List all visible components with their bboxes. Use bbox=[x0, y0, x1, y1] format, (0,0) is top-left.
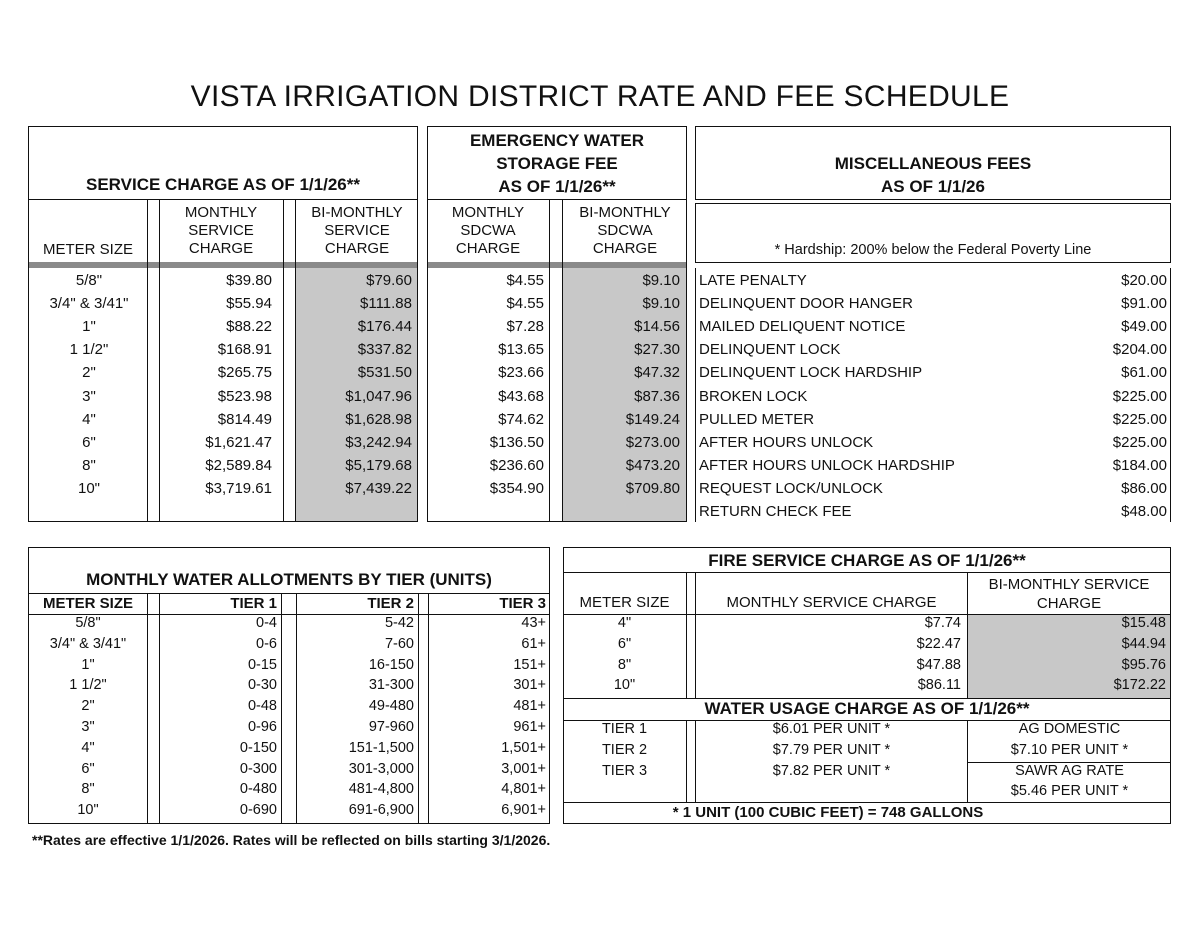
monthly-sdcwa-cell: $43.68 bbox=[498, 387, 544, 405]
tier3-cell: 481+ bbox=[513, 698, 546, 715]
tier2-cell: 16-150 bbox=[368, 656, 414, 673]
col-meter-size: METER SIZE bbox=[42, 241, 133, 258]
tier-cell: TIER 2 bbox=[601, 741, 648, 758]
table-row bbox=[28, 457, 688, 480]
allot-col-tier2: TIER 2 bbox=[367, 595, 414, 612]
fire-col-monthly: MONTHLY SERVICE CHARGE bbox=[726, 594, 937, 611]
fee-amount: $225.00 bbox=[1112, 387, 1167, 405]
bimonthly-sdcwa-cell: $9.10 bbox=[642, 295, 680, 313]
meter-size-cell: 4" bbox=[617, 615, 632, 631]
monthly-charge-cell: $86.11 bbox=[917, 677, 961, 694]
monthly-charge-cell: $1,621.47 bbox=[205, 433, 272, 451]
meter-size-cell: 2" bbox=[82, 364, 96, 382]
tier2-cell: 481-4,800 bbox=[348, 781, 414, 798]
usage-row bbox=[563, 742, 1171, 763]
tier3-cell: 4,801+ bbox=[501, 781, 546, 798]
allot-col-tier3: TIER 3 bbox=[499, 595, 546, 612]
allotment-row bbox=[28, 615, 550, 636]
fire-row bbox=[563, 615, 1171, 636]
fire-col-bimonthly: BI-MONTHLY SERVICE CHARGE bbox=[988, 576, 1150, 612]
usage-row bbox=[563, 721, 1171, 742]
fire-service-header: FIRE SERVICE CHARGE AS OF 1/1/26** bbox=[708, 551, 1026, 570]
hardship-note: * Hardship: 200% below the Federal Poverty Line bbox=[774, 242, 1092, 258]
bimonthly-charge-cell: $79.60 bbox=[366, 272, 412, 289]
fee-row bbox=[697, 503, 1169, 526]
tier1-cell: 0-30 bbox=[247, 677, 277, 694]
misc-fees-header: MISCELLANEOUS FEES AS OF 1/1/26 bbox=[834, 154, 1032, 196]
divider bbox=[563, 572, 1171, 573]
meter-size-cell: 1 1/2" bbox=[69, 341, 109, 359]
tier1-cell: 0-4 bbox=[256, 615, 277, 631]
bimonthly-charge-cell: $172.22 bbox=[1113, 677, 1166, 694]
tier1-cell: 0-480 bbox=[239, 781, 277, 798]
tier-cell: TIER 3 bbox=[601, 762, 648, 779]
ag-rate-cell: SAWR AG RATE bbox=[1015, 762, 1124, 779]
monthly-sdcwa-cell: $4.55 bbox=[506, 272, 544, 289]
monthly-charge-cell: $2,589.84 bbox=[205, 456, 272, 474]
misc-right-border bbox=[1170, 268, 1171, 522]
fee-label: RETURN CHECK FEE bbox=[699, 503, 852, 520]
bimonthly-charge-cell: $95.76 bbox=[1121, 656, 1166, 673]
fee-amount: $49.00 bbox=[1121, 318, 1167, 336]
bimonthly-charge-cell: $7,439.22 bbox=[345, 479, 412, 497]
monthly-charge-cell: $265.75 bbox=[217, 364, 272, 382]
fee-row bbox=[697, 457, 1169, 480]
ag-rate-cell: AG DOMESTIC bbox=[1018, 721, 1121, 737]
tier1-cell: 0-300 bbox=[239, 760, 277, 777]
fee-amount: $204.00 bbox=[1112, 341, 1167, 359]
monthly-charge-cell: $168.91 bbox=[217, 341, 272, 359]
water-usage-header: WATER USAGE CHARGE AS OF 1/1/26** bbox=[704, 699, 1030, 718]
tier1-cell: 0-150 bbox=[239, 739, 277, 756]
unit-note: * 1 UNIT (100 CUBIC FEET) = 748 GALLONS bbox=[672, 804, 984, 821]
tier3-cell: 151+ bbox=[513, 656, 546, 673]
tier1-cell: 0-48 bbox=[247, 698, 277, 715]
bimonthly-charge-cell: $15.48 bbox=[1121, 615, 1166, 631]
table-row bbox=[28, 272, 688, 295]
col-monthly-sdcwa: MONTHLY SDCWA CHARGE bbox=[451, 204, 525, 257]
table-row bbox=[28, 480, 688, 503]
monthly-charge-cell: $47.88 bbox=[916, 656, 961, 673]
divider bbox=[427, 199, 687, 200]
tier2-cell: 97-960 bbox=[368, 719, 414, 735]
fee-label: LATE PENALTY bbox=[699, 272, 807, 289]
tier1-cell: 0-96 bbox=[247, 719, 277, 735]
fee-amount: $225.00 bbox=[1112, 410, 1167, 428]
tier2-cell: 49-480 bbox=[368, 698, 414, 715]
allotment-row bbox=[28, 677, 550, 698]
table-row bbox=[28, 388, 688, 411]
meter-size-cell: 10" bbox=[77, 802, 99, 819]
meter-size-cell: 2" bbox=[81, 698, 95, 715]
monthly-sdcwa-cell: $136.50 bbox=[489, 433, 544, 451]
bimonthly-sdcwa-cell: $709.80 bbox=[625, 479, 680, 497]
meter-size-cell: 6" bbox=[617, 635, 632, 652]
usage-row bbox=[563, 763, 1171, 784]
fee-label: AFTER HOURS UNLOCK HARDSHIP bbox=[699, 456, 955, 474]
fee-row bbox=[697, 272, 1169, 295]
fee-label: REQUEST LOCK/UNLOCK bbox=[699, 479, 883, 497]
bimonthly-charge-cell: $111.88 bbox=[360, 295, 412, 313]
fee-row bbox=[697, 295, 1169, 318]
tier1-cell: 0-15 bbox=[247, 656, 277, 673]
bimonthly-sdcwa-cell: $9.10 bbox=[642, 272, 680, 289]
bimonthly-sdcwa-cell: $47.32 bbox=[634, 364, 680, 382]
col-bimonthly-sdcwa: BI-MONTHLY SDCWA CHARGE bbox=[579, 204, 671, 257]
ag-rate-cell: $7.10 PER UNIT * bbox=[1010, 741, 1129, 758]
fee-amount: $91.00 bbox=[1121, 295, 1167, 313]
tier3-cell: 961+ bbox=[513, 719, 546, 735]
fee-amount: $48.00 bbox=[1121, 503, 1167, 520]
monthly-sdcwa-cell: $354.90 bbox=[489, 479, 544, 497]
tier3-cell: 301+ bbox=[513, 677, 546, 694]
tier3-cell: 3,001+ bbox=[501, 760, 546, 777]
col-monthly-service: MONTHLY SERVICE CHARGE bbox=[184, 204, 258, 257]
usage-row bbox=[563, 783, 1171, 804]
meter-size-cell: 10" bbox=[77, 479, 100, 497]
bimonthly-charge-cell: $176.44 bbox=[357, 318, 412, 336]
tier3-cell: 1,501+ bbox=[501, 739, 546, 756]
meter-size-cell: 6" bbox=[82, 433, 96, 451]
fee-row bbox=[697, 318, 1169, 341]
meter-size-cell: 8" bbox=[617, 656, 632, 673]
tier3-cell: 61+ bbox=[521, 635, 546, 652]
bimonthly-charge-cell: $1,047.96 bbox=[345, 387, 412, 405]
fee-label: DELINQUENT DOOR HANGER bbox=[699, 295, 913, 313]
tier1-cell: 0-6 bbox=[256, 635, 277, 652]
monthly-charge-cell: $7.74 bbox=[924, 615, 961, 631]
fee-label: MAILED DELIQUENT NOTICE bbox=[699, 318, 906, 336]
fee-row bbox=[697, 341, 1169, 364]
tier2-cell: 301-3,000 bbox=[348, 760, 414, 777]
tier3-cell: 43+ bbox=[521, 615, 546, 631]
monthly-charge-cell: $3,719.61 bbox=[205, 479, 272, 497]
monthly-sdcwa-cell: $23.66 bbox=[498, 364, 544, 382]
fire-row bbox=[563, 636, 1171, 657]
fee-label: DELINQUENT LOCK bbox=[699, 341, 841, 359]
table-row bbox=[28, 411, 688, 434]
bimonthly-charge-cell: $1,628.98 bbox=[345, 410, 412, 428]
fire-col-meter: METER SIZE bbox=[579, 594, 670, 611]
tier-cell: TIER 1 bbox=[601, 721, 648, 737]
bimonthly-sdcwa-cell: $473.20 bbox=[625, 456, 680, 474]
col-bimonthly-service: BI-MONTHLY SERVICE CHARGE bbox=[311, 204, 403, 257]
tier2-cell: 151-1,500 bbox=[348, 739, 414, 756]
effective-date-footnote: **Rates are effective 1/1/2026. Rates will be reflected on bills starting 3/1/2026. bbox=[32, 832, 551, 848]
table-row bbox=[28, 434, 688, 457]
service-charge-header: SERVICE CHARGE AS OF 1/1/26** bbox=[86, 175, 360, 194]
fee-amount: $86.00 bbox=[1121, 479, 1167, 497]
meter-size-cell: 4" bbox=[81, 739, 95, 756]
allot-col-meter: METER SIZE bbox=[42, 595, 133, 612]
fee-row bbox=[697, 364, 1169, 387]
ag-rate-cell: $5.46 PER UNIT * bbox=[1010, 783, 1129, 800]
monthly-charge-cell: $814.49 bbox=[217, 410, 272, 428]
meter-size-cell: 1" bbox=[81, 656, 95, 673]
allotment-row bbox=[28, 657, 550, 678]
rate-cell: $6.01 PER UNIT * bbox=[772, 721, 891, 737]
emergency-fee-header: EMERGENCY WATER STORAGE FEE AS OF 1/1/26** bbox=[469, 131, 645, 196]
meter-size-cell: 3" bbox=[82, 387, 96, 405]
monthly-sdcwa-cell: $236.60 bbox=[489, 456, 544, 474]
monthly-charge-cell: $55.94 bbox=[226, 295, 272, 313]
table-row bbox=[28, 295, 688, 318]
monthly-charge-cell: $39.80 bbox=[226, 272, 272, 289]
table-row bbox=[28, 341, 688, 364]
fire-row bbox=[563, 657, 1171, 678]
rate-cell: $7.79 PER UNIT * bbox=[772, 741, 891, 758]
rate-cell: $7.82 PER UNIT * bbox=[772, 762, 891, 779]
bimonthly-charge-cell: $337.82 bbox=[357, 341, 412, 359]
fee-amount: $61.00 bbox=[1121, 364, 1167, 382]
allotment-row bbox=[28, 802, 550, 823]
table-row bbox=[28, 318, 688, 341]
fee-label: PULLED METER bbox=[699, 410, 815, 428]
allotment-row bbox=[28, 781, 550, 802]
meter-size-cell: 6" bbox=[81, 760, 95, 777]
tier1-cell: 0-690 bbox=[239, 802, 277, 819]
tier2-cell: 7-60 bbox=[384, 635, 414, 652]
meter-size-cell: 3" bbox=[81, 719, 95, 735]
fee-label: BROKEN LOCK bbox=[699, 387, 808, 405]
allotment-row bbox=[28, 740, 550, 761]
fee-amount: $184.00 bbox=[1112, 456, 1167, 474]
tier2-cell: 691-6,900 bbox=[348, 802, 414, 819]
meter-size-cell: 8" bbox=[81, 781, 95, 798]
bimonthly-charge-cell: $3,242.94 bbox=[345, 433, 412, 451]
meter-size-cell: 5/8" bbox=[75, 615, 101, 631]
fee-amount: $225.00 bbox=[1112, 433, 1167, 451]
misc-left-border bbox=[695, 268, 696, 522]
bimonthly-sdcwa-cell: $149.24 bbox=[625, 410, 680, 428]
bimonthly-charge-cell: $531.50 bbox=[357, 364, 412, 382]
monthly-charge-cell: $523.98 bbox=[217, 387, 272, 405]
monthly-sdcwa-cell: $13.65 bbox=[498, 341, 544, 359]
table-row bbox=[28, 364, 688, 387]
monthly-charge-cell: $88.22 bbox=[226, 318, 272, 336]
allot-col-tier1: TIER 1 bbox=[230, 595, 277, 612]
meter-size-cell: 3/4" & 3/41" bbox=[49, 635, 127, 652]
tier2-cell: 5-42 bbox=[384, 615, 414, 631]
meter-size-cell: 3/4" & 3/41" bbox=[49, 295, 129, 313]
fee-label: DELINQUENT LOCK HARDSHIP bbox=[699, 364, 923, 382]
fee-row bbox=[697, 434, 1169, 457]
bimonthly-charge-cell: $44.94 bbox=[1121, 635, 1166, 652]
fee-row bbox=[697, 480, 1169, 503]
divider bbox=[28, 199, 418, 200]
tier3-cell: 6,901+ bbox=[501, 802, 546, 819]
fee-amount: $20.00 bbox=[1121, 272, 1167, 289]
meter-size-cell: 1" bbox=[82, 318, 96, 336]
bimonthly-sdcwa-cell: $87.36 bbox=[634, 387, 680, 405]
monthly-sdcwa-cell: $74.62 bbox=[498, 410, 544, 428]
monthly-charge-cell: $22.47 bbox=[916, 635, 961, 652]
bimonthly-sdcwa-cell: $27.30 bbox=[634, 341, 680, 359]
allotment-row bbox=[28, 636, 550, 657]
tier2-cell: 31-300 bbox=[368, 677, 414, 694]
meter-size-cell: 5/8" bbox=[75, 272, 103, 289]
meter-size-cell: 4" bbox=[82, 410, 96, 428]
bimonthly-sdcwa-cell: $273.00 bbox=[625, 433, 680, 451]
fee-row bbox=[697, 411, 1169, 434]
allotment-row bbox=[28, 698, 550, 719]
page-title: VISTA IRRIGATION DISTRICT RATE AND FEE SCHEDULE bbox=[190, 80, 1010, 113]
meter-size-cell: 1 1/2" bbox=[69, 677, 107, 694]
bimonthly-sdcwa-cell: $14.56 bbox=[634, 318, 680, 336]
fee-label: AFTER HOURS UNLOCK bbox=[699, 433, 874, 451]
monthly-sdcwa-cell: $7.28 bbox=[506, 318, 544, 336]
bimonthly-charge-cell: $5,179.68 bbox=[345, 456, 412, 474]
monthly-sdcwa-cell: $4.55 bbox=[506, 295, 544, 313]
meter-size-cell: 8" bbox=[82, 456, 96, 474]
fire-row bbox=[563, 677, 1171, 698]
allotments-header: MONTHLY WATER ALLOTMENTS BY TIER (UNITS) bbox=[86, 570, 492, 589]
allotment-row bbox=[28, 719, 550, 740]
meter-size-cell: 10" bbox=[613, 677, 636, 694]
fee-row bbox=[697, 388, 1169, 411]
divider bbox=[28, 593, 550, 594]
allotment-row bbox=[28, 761, 550, 782]
